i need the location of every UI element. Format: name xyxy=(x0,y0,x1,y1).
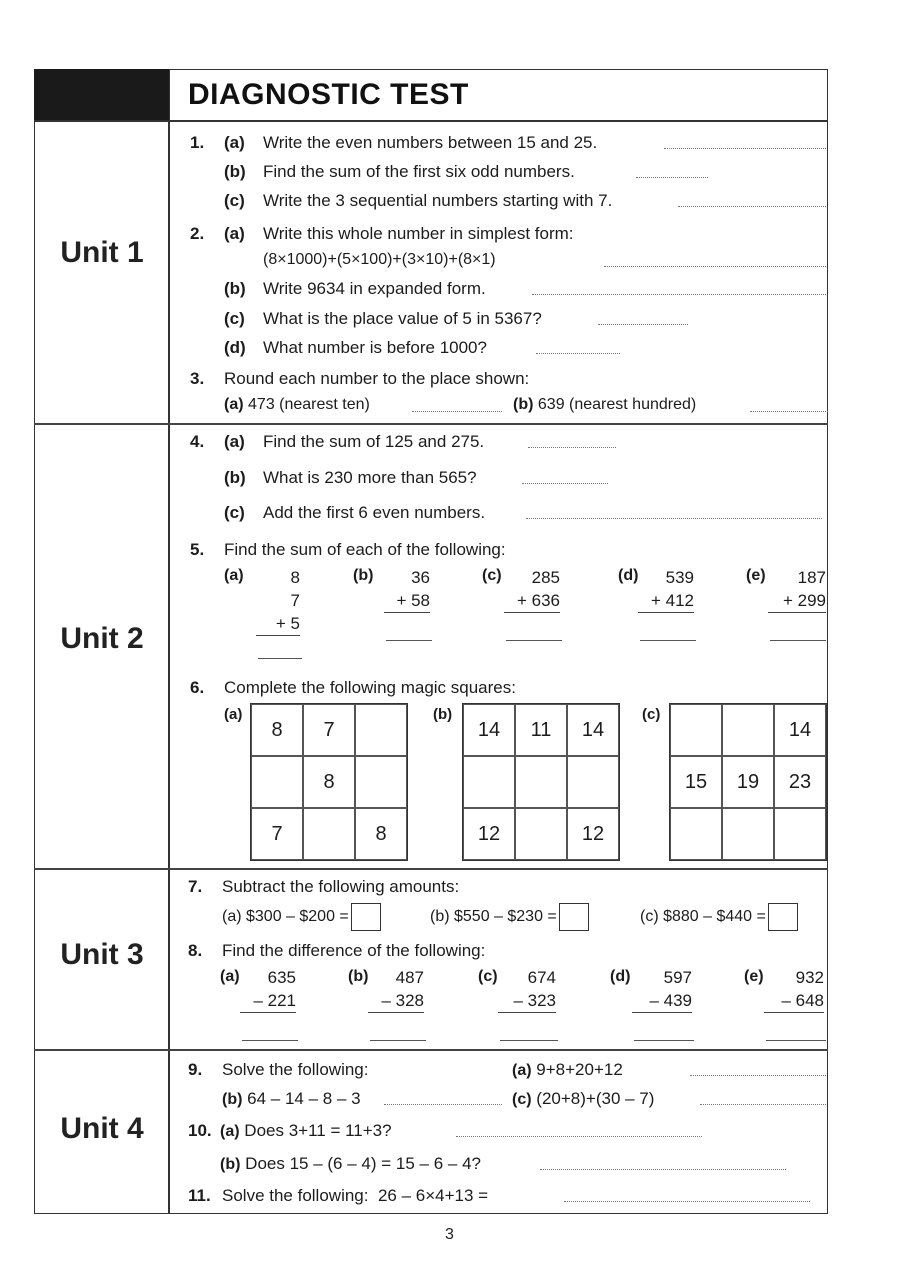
subtraction-amount: (c) $880 – $440 = xyxy=(640,903,798,931)
grid-cell[interactable] xyxy=(251,756,303,808)
grid-cell[interactable]: 15 xyxy=(670,756,722,808)
question-text: Solve the following: xyxy=(222,1060,369,1079)
question-text: What number is before 1000? xyxy=(263,338,487,357)
sub-label: (b) xyxy=(353,567,374,584)
question-text: What is 230 more than 565? xyxy=(263,468,477,487)
sub-label: (a) xyxy=(224,432,245,451)
answer-line[interactable] xyxy=(690,1075,826,1076)
answer-line[interactable] xyxy=(522,483,608,484)
grid-cell[interactable] xyxy=(567,756,619,808)
sub-label: (b) xyxy=(433,706,453,723)
sub-label: (c) xyxy=(482,567,502,584)
sub-label: (b) xyxy=(224,162,246,181)
sub-label: (c) xyxy=(224,191,245,210)
magic-square-c xyxy=(669,703,827,861)
page-number: 3 xyxy=(445,1226,454,1243)
grid-cell[interactable] xyxy=(355,756,407,808)
sub-label: (a) xyxy=(224,133,245,152)
question-text: Find the sum of 125 and 275. xyxy=(263,432,485,451)
question-number: 2. xyxy=(190,224,205,243)
answer-line[interactable] xyxy=(526,518,822,519)
answer-line[interactable] xyxy=(634,1040,694,1041)
addition-problem: 8 7 + 5 xyxy=(256,566,300,636)
question-text: (a) 9+8+20+12 xyxy=(512,1060,623,1079)
grid-cell[interactable] xyxy=(463,756,515,808)
grid-cell[interactable] xyxy=(303,808,355,860)
grid-cell[interactable] xyxy=(670,704,722,756)
question-text: Write the 3 sequential numbers starting with 7. xyxy=(263,191,613,210)
addition-problem: 285 + 636 xyxy=(504,566,560,613)
answer-line[interactable] xyxy=(456,1136,702,1137)
grid-cell[interactable]: 7 xyxy=(251,808,303,860)
question-text: (b) 64 – 14 – 8 – 3 xyxy=(222,1089,361,1108)
question-text: Solve the following: 26 – 6×4+13 = xyxy=(222,1186,489,1205)
sub-label: (a) xyxy=(220,968,240,985)
question-text: (b) Does 15 – (6 – 4) = 15 – 6 – 4? xyxy=(220,1154,481,1173)
grid-cell[interactable]: 23 xyxy=(774,756,826,808)
answer-line[interactable] xyxy=(532,294,826,295)
grid-cell[interactable] xyxy=(670,808,722,860)
unit-label-4: Unit 4 xyxy=(60,1112,144,1145)
question-text: (b) 639 (nearest hundred) xyxy=(513,396,697,413)
answer-line[interactable] xyxy=(564,1201,810,1202)
question-text: Write the even numbers between 15 and 25. xyxy=(263,133,598,152)
grid-cell[interactable]: 8 xyxy=(303,756,355,808)
answer-line[interactable] xyxy=(766,1040,826,1041)
answer-line[interactable] xyxy=(604,266,826,267)
sub-label: (b) xyxy=(224,279,246,298)
grid-cell[interactable]: 12 xyxy=(463,808,515,860)
answer-line[interactable] xyxy=(640,640,696,641)
question-text: Find the sum of each of the following: xyxy=(224,540,506,559)
grid-cell[interactable]: 14 xyxy=(567,704,619,756)
answer-line[interactable] xyxy=(528,447,616,448)
question-text: What is the place value of 5 in 5367? xyxy=(263,309,542,328)
sub-label: (a) xyxy=(224,224,245,243)
answer-line[interactable] xyxy=(412,411,502,412)
answer-line[interactable] xyxy=(500,1040,558,1041)
subtraction-problem: 932 – 648 xyxy=(764,966,824,1013)
question-number: 1. xyxy=(190,133,205,152)
answer-box[interactable] xyxy=(559,903,589,931)
sub-label: (c) xyxy=(478,968,498,985)
sub-label: (d) xyxy=(618,567,639,584)
question-number: 9. xyxy=(188,1060,203,1079)
unit-separator xyxy=(34,868,828,870)
question-text: Find the sum of the first six odd numbers. xyxy=(263,162,575,181)
question-number: 6. xyxy=(190,678,205,697)
sub-label: (c) xyxy=(224,309,245,328)
addition-problem: 539 + 412 xyxy=(638,566,694,613)
header-black-block xyxy=(34,69,169,121)
question-number: 5. xyxy=(190,540,205,559)
unit-label-1: Unit 1 xyxy=(60,236,144,269)
sub-label: (a) xyxy=(224,706,243,723)
answer-line[interactable] xyxy=(636,177,708,178)
question-number: 10. xyxy=(188,1121,212,1140)
addition-problem: 187 + 299 xyxy=(768,566,826,613)
sub-label: (e) xyxy=(746,567,766,584)
question-number: 8. xyxy=(188,941,203,960)
grid-cell[interactable]: 11 xyxy=(515,704,567,756)
answer-box[interactable] xyxy=(351,903,381,931)
answer-line[interactable] xyxy=(242,1040,298,1041)
unit-separator xyxy=(34,423,828,425)
answer-line[interactable] xyxy=(258,658,302,659)
subtraction-amount: (b) $550 – $230 = xyxy=(430,903,589,931)
question-number: 3. xyxy=(190,369,205,388)
magic-square-a xyxy=(250,703,408,861)
magic-square-b xyxy=(462,703,620,861)
grid-cell[interactable]: 14 xyxy=(774,704,826,756)
grid-cell[interactable] xyxy=(515,808,567,860)
grid-cell[interactable]: 8 xyxy=(355,808,407,860)
sub-label: (d) xyxy=(224,338,246,357)
question-number: 7. xyxy=(188,877,203,896)
answer-line[interactable] xyxy=(664,148,826,149)
subtraction-problem: 597 – 439 xyxy=(632,966,692,1013)
grid-cell[interactable] xyxy=(722,704,774,756)
subtraction-problem: 674 – 323 xyxy=(498,966,556,1013)
subtraction-amount: (a) $300 – $200 = xyxy=(222,903,381,931)
sub-label: (e) xyxy=(744,968,764,985)
grid-cell[interactable]: 8 xyxy=(251,704,303,756)
answer-line[interactable] xyxy=(700,1104,826,1105)
answer-line[interactable] xyxy=(386,640,432,641)
question-text: (c) (20+8)+(30 – 7) xyxy=(512,1089,655,1108)
grid-cell[interactable]: 12 xyxy=(567,808,619,860)
grid-cell[interactable]: 7 xyxy=(303,704,355,756)
unit-separator xyxy=(34,1049,828,1051)
question-number: 4. xyxy=(190,432,205,451)
page-title: DIAGNOSTIC TEST xyxy=(188,78,469,111)
answer-line[interactable] xyxy=(750,411,828,412)
grid-cell[interactable] xyxy=(722,808,774,860)
subtraction-problem: 487 – 328 xyxy=(368,966,424,1013)
unit-label-2: Unit 2 xyxy=(60,622,144,655)
answer-box[interactable] xyxy=(768,903,798,931)
question-text: Write 9634 in expanded form. xyxy=(263,279,486,298)
header-divider xyxy=(34,120,828,122)
unit-column-divider xyxy=(168,69,170,1214)
answer-line[interactable] xyxy=(678,206,826,207)
grid-cell[interactable]: 14 xyxy=(463,704,515,756)
question-text: (a) 473 (nearest ten) xyxy=(224,396,370,413)
grid-cell[interactable] xyxy=(355,704,407,756)
answer-line[interactable] xyxy=(506,640,562,641)
sub-label: (a) xyxy=(224,567,244,584)
answer-line[interactable] xyxy=(536,353,620,354)
sub-label: (b) xyxy=(224,468,246,487)
expression: (8×1000)+(5×100)+(3×10)+(8×1) xyxy=(263,251,496,268)
question-text: Subtract the following amounts: xyxy=(222,877,460,896)
answer-line[interactable] xyxy=(384,1104,502,1105)
grid-cell[interactable]: 19 xyxy=(722,756,774,808)
subtraction-problem: 635 – 221 xyxy=(240,966,296,1013)
grid-cell[interactable] xyxy=(515,756,567,808)
question-text: Add the first 6 even numbers. xyxy=(263,503,486,522)
answer-line[interactable] xyxy=(770,640,826,641)
answer-line[interactable] xyxy=(598,324,688,325)
question-text: Write this whole number in simplest form: xyxy=(263,224,574,243)
sub-label: (b) xyxy=(348,968,369,985)
question-text: Complete the following magic squares: xyxy=(224,678,516,697)
question-number: 11. xyxy=(188,1186,211,1205)
question-text: Round each number to the place shown: xyxy=(224,369,530,388)
sub-label: (c) xyxy=(642,706,661,723)
answer-line[interactable] xyxy=(540,1169,786,1170)
sub-label: (c) xyxy=(224,503,245,522)
sub-label: (d) xyxy=(610,968,631,985)
addition-problem: 36 + 58 xyxy=(384,566,430,613)
answer-line[interactable] xyxy=(370,1040,426,1041)
question-text: Find the difference of the following: xyxy=(222,941,486,960)
question-text: (a) Does 3+11 = 11+3? xyxy=(220,1121,392,1140)
grid-cell[interactable] xyxy=(774,808,826,860)
unit-label-3: Unit 3 xyxy=(60,938,144,971)
